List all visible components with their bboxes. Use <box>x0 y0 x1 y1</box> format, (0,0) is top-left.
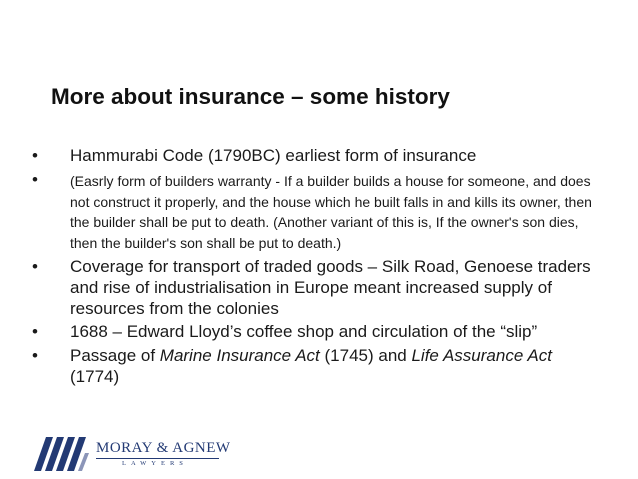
bullet-item <box>32 321 592 342</box>
bullet-item <box>32 256 592 319</box>
slide-title: More about insurance – some history <box>51 84 450 109</box>
bullet-text-part: (1745) and <box>319 346 412 365</box>
bullet-text: (Easrly form of builders warranty - If a builder builds a house for someone, and does not construct it properly, and the house which he built falls in and kills its owner, then the builder shall be put to death. (Another variant of this is, If the owner's son dies, then the builder's son shall be put to death.) <box>70 173 592 251</box>
act-name-marine: Marine Insurance Act <box>159 346 320 365</box>
bullet-text-part: Passage of <box>70 346 160 365</box>
bullet-marker: • <box>32 170 38 189</box>
bullet-marker: • <box>32 322 38 341</box>
bullet-list <box>32 145 592 387</box>
moray-agnew-logo-mark-icon <box>34 437 92 471</box>
bullet-text: Hammurabi Code (1790BC) earliest form of insurance <box>70 146 477 165</box>
logo-firm-name: MORAY & AGNEW <box>96 440 231 456</box>
bullet-item <box>32 345 592 387</box>
logo-subtitle: LAWYERS <box>122 460 188 467</box>
bullet-text: 1688 – Edward Lloyd’s coffee shop and circulation of the “slip” <box>70 322 538 341</box>
bullet-item <box>32 145 592 166</box>
bullet-text-part: (1774) <box>70 367 120 386</box>
bullet-marker: • <box>32 346 38 365</box>
bullet-item <box>32 171 592 253</box>
bullet-text <box>70 346 552 386</box>
act-name-life: Life Assurance Act <box>411 346 552 365</box>
bullet-marker: • <box>32 146 38 165</box>
bullet-text: Coverage for transport of traded goods – Silk Road, Genoese traders and rise of industrialisation in Europe meant increased supply of resources from the colonies <box>70 257 591 318</box>
logo-divider <box>96 458 219 459</box>
bullet-marker: • <box>32 257 38 276</box>
firm-logo <box>34 437 231 473</box>
